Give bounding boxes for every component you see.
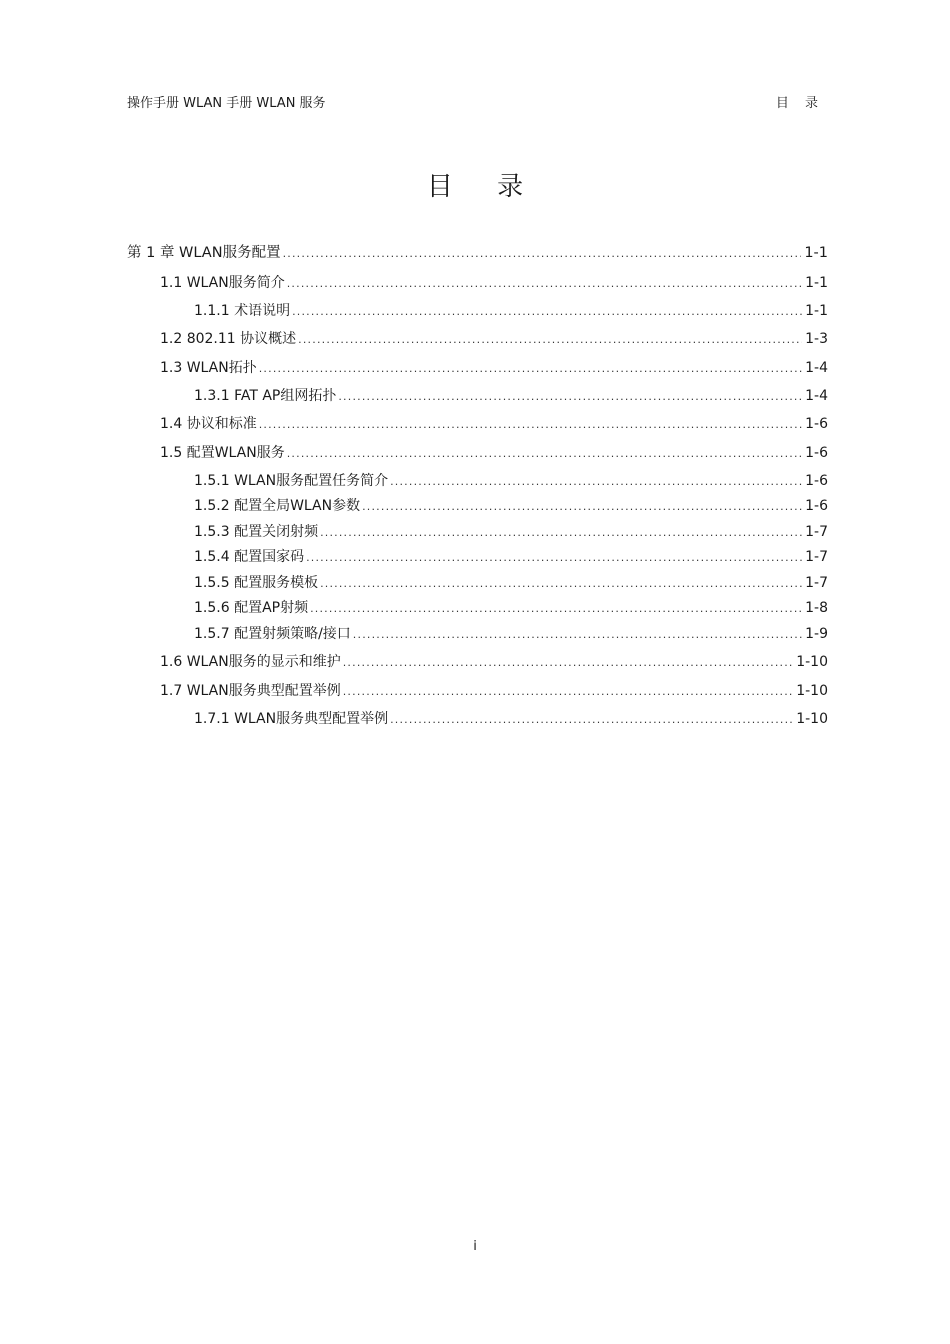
toc-entry-1-5[interactable] (160, 443, 828, 463)
toc-leader-dots (283, 244, 802, 264)
toc-entry-label: 1.5.6 配置AP射频 (194, 600, 309, 616)
toc-entry-page: 1-1 (805, 303, 828, 319)
toc-entry-label: 第 1 章 WLAN服务配置 (127, 245, 281, 261)
toc-entry-page: 1-6 (805, 473, 828, 489)
toc-entry-label: 1.4 协议和标准 (160, 416, 257, 432)
page-number: i (473, 1239, 477, 1254)
toc-entry-1-7-1[interactable] (194, 709, 828, 729)
toc-entry-page: 1-8 (805, 600, 828, 616)
toc-entry-label: 1.2 802.11 协议概述 (160, 331, 297, 347)
toc-entry-page: 1-7 (805, 549, 828, 565)
toc-entry-page: 1-4 (805, 388, 828, 404)
toc-entry-1-6[interactable] (160, 652, 828, 672)
toc-entry-page: 1-10 (796, 711, 828, 727)
toc-leader-dots (298, 330, 802, 350)
toc-leader-dots (287, 444, 802, 464)
running-header-left: 操作手册 WLAN 手册 WLAN 服务 (127, 96, 326, 111)
toc-entry-label: 1.7.1 WLAN服务典型配置举例 (194, 711, 389, 727)
toc-entry-1-7[interactable] (160, 681, 828, 701)
toc-leader-dots (390, 710, 793, 730)
toc-entry-page: 1-3 (805, 331, 828, 347)
toc-entry-label: 1.1.1 术语说明 (194, 303, 291, 319)
toc-entry-1-4[interactable] (160, 414, 828, 434)
toc-entry-label: 1.5 配置WLAN服务 (160, 445, 285, 461)
toc-entry-page: 1-1 (804, 245, 828, 261)
toc-leader-dots (338, 387, 802, 407)
toc-title: 目 录 (426, 172, 542, 202)
toc-entry-1-5-1[interactable] (194, 471, 828, 491)
toc-leader-dots (259, 359, 802, 379)
running-header-right: 目 录 (775, 96, 824, 111)
toc-entry-1-5-3[interactable] (194, 522, 828, 542)
toc-entry-label: 1.1 WLAN服务简介 (160, 275, 285, 291)
toc-entry-1-5-6[interactable] (194, 598, 828, 618)
toc-entry-1-5-5[interactable] (194, 573, 828, 593)
toc-entry-label: 1.3 WLAN拓扑 (160, 360, 257, 376)
toc-leader-dots (292, 302, 802, 322)
toc-entry-1-3-1[interactable] (194, 386, 828, 406)
toc-leader-dots (343, 653, 793, 673)
toc-entry-1-5-4[interactable] (194, 547, 828, 567)
toc-leader-dots (287, 274, 802, 294)
toc-leader-dots (320, 574, 802, 594)
toc-leader-dots (320, 523, 802, 543)
toc-entry-label: 1.5.7 配置射频策略/接口 (194, 626, 351, 642)
toc-entry-label: 1.5.4 配置国家码 (194, 549, 305, 565)
toc-entry-page: 1-1 (805, 275, 828, 291)
toc-entry-page: 1-10 (796, 654, 828, 670)
toc-entry-page: 1-6 (805, 445, 828, 461)
toc-entry-page: 1-10 (796, 683, 828, 699)
toc-leader-dots (362, 497, 802, 517)
toc-leader-dots (310, 599, 802, 619)
toc-entry-label: 1.5.5 配置服务模板 (194, 575, 319, 591)
toc-entry-label: 1.3.1 FAT AP组网拓扑 (194, 388, 337, 404)
toc-entry-page: 1-7 (805, 524, 828, 540)
toc-entry-chapter-1[interactable] (127, 243, 828, 263)
toc-entry-label: 1.5.3 配置关闭射频 (194, 524, 319, 540)
toc-leader-dots (343, 682, 793, 702)
toc-leader-dots (390, 472, 802, 492)
toc-entry-label: 1.6 WLAN服务的显示和维护 (160, 654, 341, 670)
toc-entry-label: 1.5.1 WLAN服务配置任务简介 (194, 473, 389, 489)
toc-entry-1-1[interactable] (160, 273, 828, 293)
toc-entry-1-5-2[interactable] (194, 496, 828, 516)
toc-entry-label: 1.7 WLAN服务典型配置举例 (160, 683, 341, 699)
toc-entry-1-3[interactable] (160, 358, 828, 378)
toc-entry-1-1-1[interactable] (194, 301, 828, 321)
toc-entry-page: 1-6 (805, 416, 828, 432)
toc-leader-dots (353, 625, 802, 645)
toc-entry-page: 1-9 (805, 626, 828, 642)
toc-entry-label: 1.5.2 配置全局WLAN参数 (194, 498, 361, 514)
toc-leader-dots (306, 548, 802, 568)
toc-entry-1-2[interactable] (160, 329, 828, 349)
toc-entry-page: 1-6 (805, 498, 828, 514)
toc-entry-page: 1-7 (805, 575, 828, 591)
toc-entry-page: 1-4 (805, 360, 828, 376)
toc-entry-1-5-7[interactable] (194, 624, 828, 644)
toc-leader-dots (259, 415, 802, 435)
